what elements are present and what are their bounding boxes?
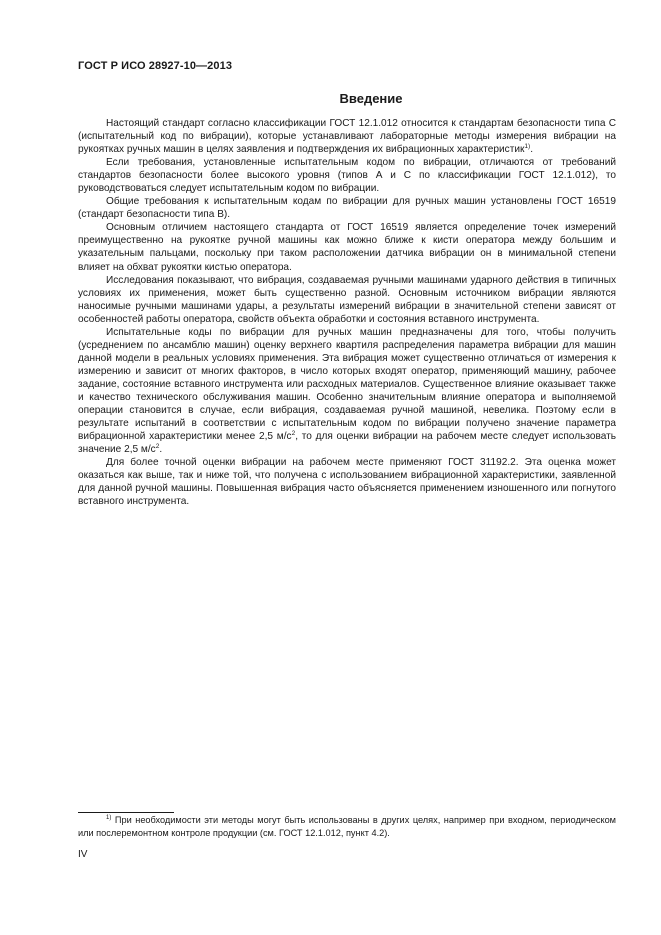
section-title: Введение	[339, 91, 403, 106]
footnote-divider	[78, 812, 174, 813]
footnote-text: При необходимости эти методы могут быть использованы в других целях, например при входном, периодическом или послеремонтном контроле продукции (см. ГОСТ 12.1.012, пункт 4.2).	[78, 815, 616, 838]
footnote-marker: 1)	[106, 815, 112, 821]
document-header: ГОСТ Р ИСО 28927-10—2013	[78, 60, 233, 72]
paragraph-6-end: для оценки вибрации на рабочем месте следует использовать значение 2,5 м/с	[78, 431, 616, 456]
paragraph-2: Если требования, установленные испытательным кодом по вибрации, отличаются от требований стандартов безопасности более высокого уровня (типов А и С по классификации ГОСТ 12.1.012), то руководствоваться следует испытательным кодом по вибрации.	[78, 157, 616, 195]
paragraph-7: Для более точной оценки вибрации на рабочем месте применяют ГОСТ 31192.2. Эта оценка может оказаться как выше, так и ниже той, что получена с использованием вибрационной характеристики, заявленной для данной ручной машины. Повышенная вибрация часто объясняется применением изношенного или погнутого вставного инструмента.	[78, 457, 616, 508]
page-number: IV	[78, 849, 88, 860]
paragraph-1: Настоящий стандарт согласно классификации ГОСТ 12.1.012 относится к стандартам безопасности типа С (испытательный код по вибрации), которые устанавливают лабораторные методы измерения вибрации на рукоятках ручных машин в целях заявления и подтверждения их вибрационных характеристик$^{1)}$.	[78, 118, 616, 156]
footnote-paragraph	[78, 814, 616, 840]
paragraph-1-text: Настоящий стандарт согласно классификации ГОСТ 12.1.012 относится к стандартам безопасности типа С (испытательный код по вибрации), которые устанавливают лабораторные методы измерения вибрации на рукоятках ручных машин в целях заявления и подтверждения их вибрационных характеристик	[78, 118, 616, 156]
body-text	[78, 117, 616, 508]
superscript-2: 2	[291, 430, 296, 438]
paragraph-5: Исследования показывают, что вибрация, создаваемая ручными машинами ударного действия в типичных условиях их применения, может быть существенно разной. Основным источником вибрации являются наносимые ручными машинами удары, а результаты измерений вибрации в значительной степени зависят от особенностей работы оператора, свойств объекта обработки и состояния вставного инструмента.	[78, 274, 616, 325]
paragraph-4: Основным отличием настоящего стандарта от ГОСТ 16519 является определение точек измерений преимущественно на рукоятке ручной машины как можно ближе к кисти оператора между большим и указательным пальцами, поскольку при таком расположении датчика вибрации он в минимальной степени влияет на обхват рукоятки кистью оператора.	[78, 222, 616, 273]
paragraph-6: Испытательные коды по вибрации для ручных машин предназначены для того, чтобы получить (усреднением по ансамблю машин) оценку верхнего квартиля распределения параметра вибрации для машин данной модели в реальных условиях применения. Эта вибрация может существенно отличаться от измерения к измерению и зависит от многих факторов, в число которых входят оператор, применяющий машину, рабочее задание, состояние вставного инструмента или расходных материалов. Существенное влияние оказывает также и качество технического обслуживания машин. Особенно значительным влияние оператора и выполняемой операции становится в случае, если вибрация, создаваемая ручной машиной, невелика. Поэтому если в результате испытаний в соответствии с испытательным кодом по вибрации получено значение параметра вибрационной характеристики менее 2,5 $м/с^2$, то для оценки вибрации на рабочем месте следует использовать значение 2,5 $м/с^2$.	[78, 326, 616, 456]
paragraph-3: Общие требования к испытательным кодам по вибрации для ручных машин установлены ГОСТ 16519 (стандарт безопасности типа В).	[78, 196, 616, 221]
paragraph-6-text: Испытательные коды по вибрации для ручных машин предназначены для того, чтобы получить (усреднением по ансамблю машин) оценку верхнего квартиля распределения параметра вибрации для машин данной модели в реальных условиях применения. Эта вибрация может существенно отличаться от измерения к измерению и зависит от многих факторов, в число которых входят оператор, применяющий машину, рабочее задание, состояние вставного инструмента или расходных материалов. Существенное влияние оказывает также и качество технического обслуживания машин. Особенно значительным влияние оператора и выполняемой операции становится в случае, если вибрация, создаваемая ручной машиной, невелика. Поэтому если в результате испытаний в соответствии с испытательным кодом по вибрации получено значение параметра вибрационной характеристики менее 2,5 м/с	[78, 326, 616, 443]
superscript-2: 2	[155, 443, 160, 451]
footnote	[78, 814, 616, 840]
footnote-ref: 1)	[524, 143, 531, 151]
